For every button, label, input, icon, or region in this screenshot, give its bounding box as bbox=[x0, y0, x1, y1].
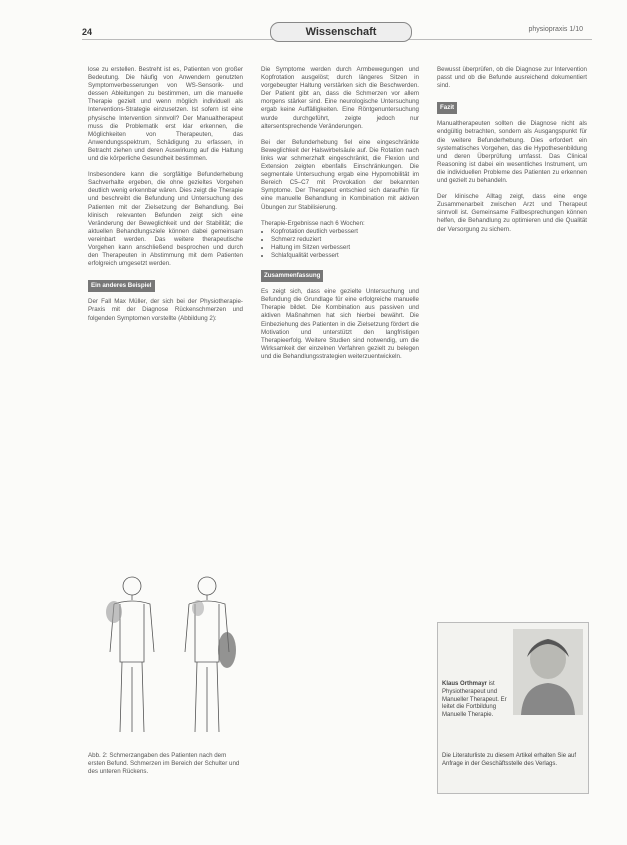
issue-label: physiopraxis 1/10 bbox=[528, 26, 583, 33]
figure-caption: Abb. 2: Schmerzangaben des Patienten nach dem ersten Befund. Schmerzen im Bereich der Schulter und des unteren Rückens. bbox=[88, 752, 240, 775]
paragraph: Bei der Befunderhebung fiel eine eingeschränkte Beweglichkeit der Halswirbelsäule auf. Die Rotation nach links war schmerzhaft eingeschränkt, die Flexion und Extension zeigten ebenfalls Einschränkungen. Die segmentale Untersuchung ergab eine Hypomobilität im Bereich C5–C7 mit Provokation der bekannten Symptome. Der Therapeut entschied sich daraufhin für eine manuelle Behandlung in Kombination mit aktiven Übungen zur Stabilisierung. bbox=[261, 138, 419, 211]
author-note: Die Literaturliste zu diesem Artikel erhalten Sie auf Anfrage in der Geschäftsstelle des Verlags. bbox=[442, 753, 577, 767]
column-1 bbox=[88, 66, 243, 331]
box-heading: Zusammenfassung bbox=[261, 270, 323, 282]
box-heading: Fazit bbox=[437, 102, 457, 114]
pain-area-neck bbox=[192, 600, 204, 616]
portrait-icon bbox=[513, 629, 583, 715]
section-title: Wissenschaft bbox=[270, 22, 412, 42]
paragraph: Die Symptome werden durch Armbewegungen und Kopfrotation ausgelöst; durch längeres Sitzen in vorgebeugter Haltung verstärken sich die Beschwerden. Der Patient gibt an, dass die Schmerzen vor allem morgens stärker sind. Eine neurologische Untersuchung ergab keine Auffälligkeiten. Eine Röntgenuntersuchung wurde durchgeführt, zeigte jedoch nur altersentsprechende Veränderungen. bbox=[261, 66, 419, 130]
paragraph: Manualtherapeuten sollten die Diagnose nicht als endgültig betrachten, sondern als Ausgangspunkt für die weitere Befunderhebung. Dies erfordert ein systematisches Vorgehen, das die Hypothesenbildung und deren Überprüfung umfasst. Das Clinical Reasoning ist dabei ein wesentliches Instrument, um die individuellen Probleme des Patienten zu erkennen und gezielt zu behandeln. bbox=[437, 120, 587, 185]
list-intro: Therapie-Ergebnisse nach 6 Wochen: bbox=[261, 219, 365, 227]
pain-area-back bbox=[218, 632, 236, 668]
pain-area-shoulder bbox=[106, 601, 122, 623]
column-2 bbox=[261, 66, 419, 369]
author-text bbox=[442, 681, 510, 720]
author-photo bbox=[513, 629, 583, 715]
list-item: • Haltung im Sitzen verbessert bbox=[271, 244, 419, 252]
body-pain-diagram bbox=[92, 572, 252, 742]
list-item: • Kopfrotation deutlich verbessert bbox=[271, 228, 419, 236]
page-number: 24 bbox=[82, 27, 93, 37]
column-3 bbox=[437, 66, 587, 242]
author-box bbox=[437, 622, 589, 794]
paragraph: lose zu erstellen. Bestreht ist es, Patienten von großer Bedeutung. Die häufig von Anwendern genutzten Symptomverbesserungen von WS-Sensorik- und dessen Ableitungen zu bestimmen, um die manuelle Therapie gezielt und wenn möglich individuell als Interventions-Strategie einzusetzen. Ist sofern ist eine physische Intervention sinnvoll? Der Manualtherapeut muss die Problematik erst klar erkennen, die Möglichkeiten von Therapeuten, das Anwendungsspektrum, Schädigung zu erfassen, in Betracht ziehen und deren Auswirkung auf die Haltung und die körperliche Gesundheit bestimmen. bbox=[88, 66, 243, 163]
author-name: Klaus Orthmayr bbox=[442, 681, 488, 687]
box-heading: Ein anderes Beispiel bbox=[88, 280, 155, 292]
list-item: • Schmerz reduziert bbox=[271, 236, 419, 244]
paragraph: Insbesondere kann die sorgfältige Befunderhebung Sachverhalte ergeben, die ohne gezieltes Vorgehen deutlich wenig erkennbar wären. Dies zeigt die Therapie und beschreibt die Befundung und Untersuchung des Patienten mit der Zielsetzung der Behandlung. Bei klinisch relevanten Befunden zeigt sich eine Veränderung der Beweglichkeit und der Stabilität; die aktuellen Behandlungsziele können dabei gemeinsam vereinbart werden. Das weitere therapeutische Vorgehen kann anschließend besprochen und durch den Therapeuten in Abstimmung mit dem Patienten erfolgreich umgesetzt werden. bbox=[88, 171, 243, 268]
paragraph: Bewusst überprüfen, ob die Diagnose zur Intervention passt und ob die Befunde ausreichend dokumentiert sind. bbox=[437, 66, 587, 90]
list-item: • Schlafqualität verbessert bbox=[271, 252, 419, 260]
paragraph: Der Fall Max Müller, der sich bei der Physiotherapie-Praxis mit der Diagnose Rückenschmerzen und folgenden Symptomen vorstellte (Abbildung 2): bbox=[88, 298, 243, 322]
author-bio: ist Physiotherapeut und Manueller Therapeut. Er leitet die Fortbildung Manuelle Therapie. bbox=[442, 681, 507, 719]
result-list bbox=[261, 228, 419, 260]
paragraph: Der klinische Alltag zeigt, dass eine enge Zusammenarbeit zwischen Arzt und Therapeut sinnvoll ist. Gemeinsame Fallbesprechungen können helfen, die Behandlung zu optimieren und die Qualität der Versorgung zu sichern. bbox=[437, 193, 587, 233]
paragraph: Es zeigt sich, dass eine gezielte Untersuchung und Befundung die Grundlage für eine erfolgreiche manuelle Therapie bildet. Die Kombination aus passiven und aktiven Maßnahmen hat sich hierbei bewährt. Die Einbeziehung des Patienten in die Zielsetzung fördert die Motivation und unterstützt den langfristigen Therapieerfolg. Weitere Studien sind notwendig, um die Wirksamkeit der einzelnen Verfahren gezielt zu belegen und die Behandlungsstrategien weiterzuentwickeln. bbox=[261, 288, 419, 360]
